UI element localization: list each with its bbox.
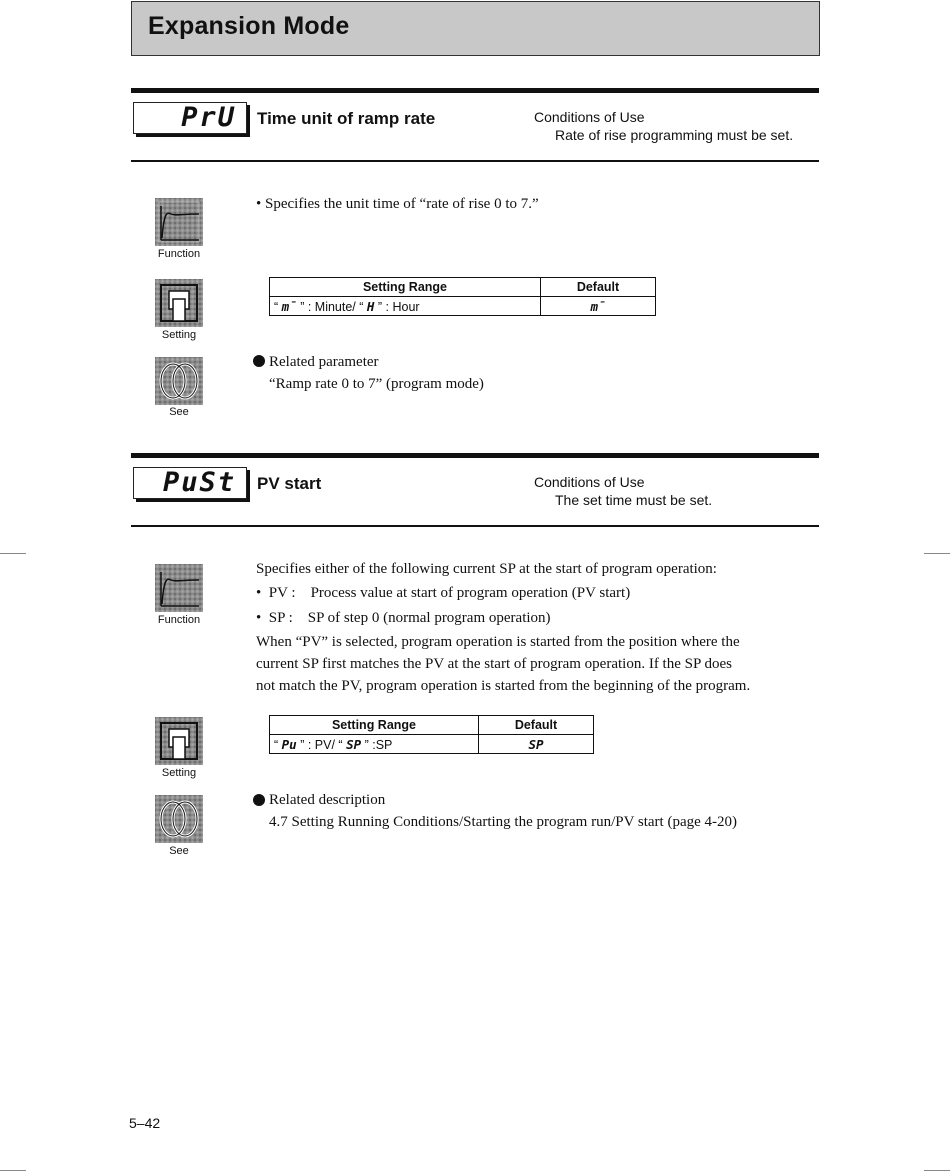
- function-line: • PV : Process value at start of program operation (PV start): [256, 585, 631, 601]
- function-icon: [155, 198, 203, 246]
- table-head-default: Default: [541, 278, 656, 297]
- conditions-text: Rate of rise programming must be set.: [555, 127, 794, 143]
- page-number: 5–42: [129, 1115, 161, 1131]
- parameter-badge: [133, 467, 247, 499]
- setting-icon: [155, 717, 203, 765]
- parameter-title: Time unit of ramp rate: [257, 109, 436, 128]
- table-cell-default: SP: [479, 735, 594, 754]
- see-icon-label: See: [169, 845, 189, 857]
- crop-mark: [0, 1170, 26, 1171]
- crop-mark: [924, 1170, 950, 1171]
- function-line: When “PV” is selected, program operation is started from the position where the: [256, 634, 740, 650]
- section-rule-top: [131, 88, 819, 93]
- page-title: Expansion Mode: [148, 12, 350, 40]
- function-line: not match the PV, program operation is started from the beginning of the program.: [256, 678, 751, 694]
- function-line: • SP : SP of step 0 (normal program operation): [256, 610, 551, 626]
- parameter-badge: [133, 102, 247, 134]
- setting-icon-label: Setting: [161, 329, 197, 341]
- function-icon-label: Function: [157, 614, 201, 626]
- table-cell-range: “ m̄ ” : Minute/ “ H ” : Hour: [270, 297, 541, 316]
- conditions-heading: Conditions of Use: [534, 474, 645, 490]
- function-line: Specifies either of the following current SP at the start of program operation:: [256, 561, 717, 577]
- conditions-text: The set time must be set.: [555, 492, 713, 508]
- setting-icon-label: Setting: [161, 767, 197, 779]
- setting-range-table: [269, 715, 594, 754]
- related-text: “Ramp rate 0 to 7” (program mode): [269, 376, 484, 392]
- table-cell-default: m̄: [541, 297, 656, 316]
- section-rule-bottom: [131, 525, 819, 527]
- related-heading: Related parameter: [269, 354, 379, 370]
- badge-symbol: PrU: [181, 102, 236, 133]
- parameter-title: PV start: [257, 474, 322, 493]
- bullet-icon: [253, 355, 265, 367]
- function-icon: [155, 564, 203, 612]
- setting-range-table: [269, 277, 656, 316]
- badge-symbol: PuSt: [162, 467, 236, 498]
- segment-symbol: H: [366, 298, 375, 314]
- function-line: current SP first matches the PV at the start of program operation. If the SP does: [256, 656, 733, 672]
- see-icon: [155, 795, 203, 843]
- setting-icon: [155, 279, 203, 327]
- bullet-icon: [253, 794, 265, 806]
- see-icon-label: See: [169, 406, 189, 418]
- crop-mark: [0, 553, 26, 554]
- segment-symbol: Pu: [281, 736, 297, 752]
- table-head-default: Default: [479, 716, 594, 735]
- see-icon: [155, 357, 203, 405]
- segment-symbol: m̄: [281, 298, 297, 314]
- section-rule-bottom: [131, 160, 819, 162]
- crop-mark: [924, 553, 950, 554]
- related-text: 4.7 Setting Running Conditions/Starting the program run/PV start (page 4-20): [269, 814, 738, 830]
- section-rule-top: [131, 453, 819, 458]
- table-head-range: Setting Range: [270, 278, 541, 297]
- table-head-range: Setting Range: [270, 716, 479, 735]
- related-heading: Related description: [269, 792, 386, 808]
- function-icon-label: Function: [157, 248, 201, 260]
- table-cell-range: “ Pu ” : PV/ “ SP ” :SP: [270, 735, 479, 754]
- segment-symbol: SP: [346, 736, 362, 752]
- function-description: • Specifies the unit time of “rate of rise 0 to 7.”: [256, 196, 539, 212]
- conditions-heading: Conditions of Use: [534, 109, 645, 125]
